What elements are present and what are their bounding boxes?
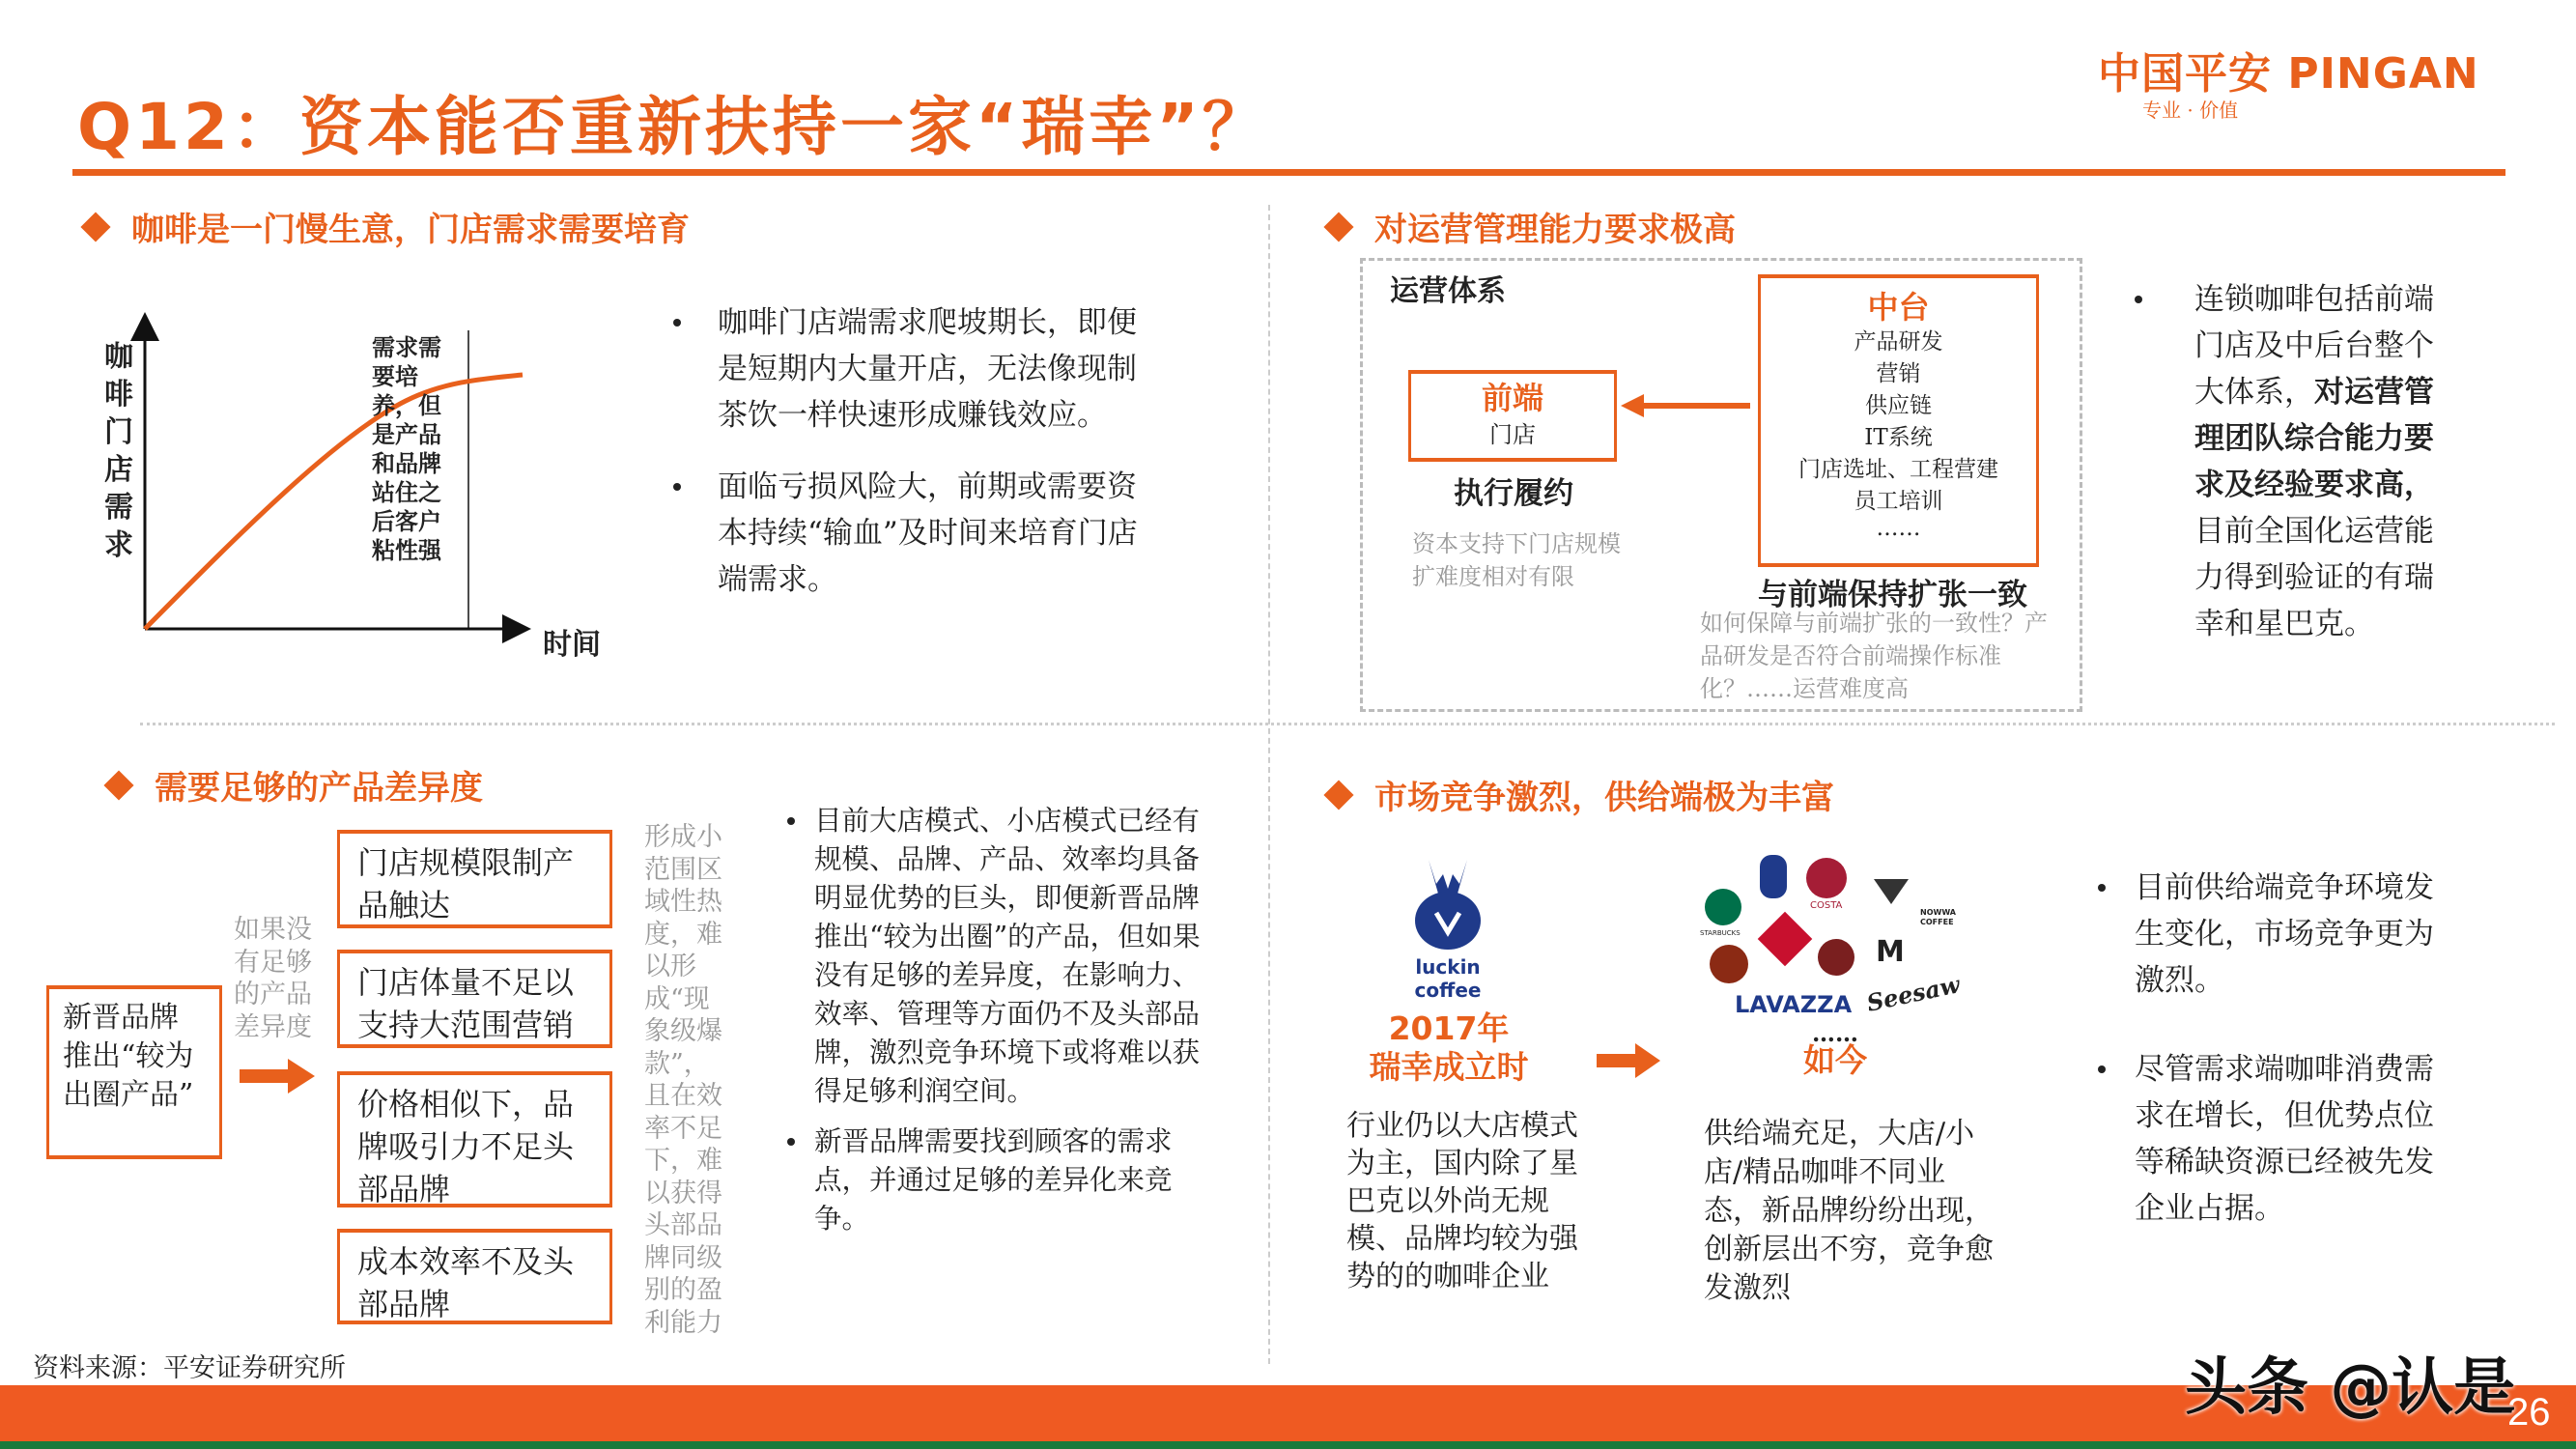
now-text: 如今 [1803,1041,1867,1079]
middle-item: 营销 [1876,361,1921,386]
front-sub: 门店 [1489,421,1536,448]
coffee-brand-logo-icon [1710,945,1748,983]
manner-logo-icon [1874,879,1909,904]
bullet-item [787,1122,1222,1238]
footer-green-line [0,1441,2576,1449]
luckin-logo [1388,855,1508,1002]
front-note: 资本支持下门店规模扩难度相对有限 [1412,530,1621,590]
middle-item: 门店选址、工程营建 [1798,457,1998,482]
pingan-logo: 中国平安 PINGAN [2098,49,2479,99]
demand-curve-diagram [97,309,541,657]
bullet-text: 面临亏损风险大，前期或需要资本持续“输血”及时间来培育门店端需求。 [718,469,1138,597]
bullet-item [673,464,1156,603]
reason-box: 门店体量不足以支持大范围营销 [337,950,612,1048]
bullet-item [787,802,1222,1111]
bullet-text-post: 目前全国化运营能力得到验证的有瑞幸和星巴克。 [2194,514,2434,641]
arrow-right-icon [1597,1043,1660,1078]
then-description: 行业仍以大店模式为主，国内除了星巴克以外尚无规模、品牌均较为强势的的咖啡企业 [1346,1109,1578,1293]
starbucks-logo-icon [1705,889,1741,925]
middle-item: …… [1876,516,1921,541]
curve-annotation: 需求需要培养，但是产品和品牌站住之后客户粘性强 [372,333,441,564]
bullet-item [673,299,1156,439]
then-sub: 瑞幸成立时 [1369,1048,1529,1086]
arrow-right-icon [240,1059,315,1094]
front-caption: 执行履约 [1454,476,1573,511]
middle-item: IT系统 [1864,425,1933,450]
bullet-text: 新晋品牌需要找到顾客的需求点，并通过足够的差异化来竞争。 [814,1125,1173,1235]
now-dots: …… [1812,1019,1858,1047]
outcome-note: 形成小范围区域性热度，难以形成“现象级爆款”，且在效率不足下，难以获得头部品牌同级别的盈利能力 [644,822,722,1338]
reason-box: 成本效率不及头部品牌 [337,1229,612,1324]
seesaw-text: Seesaw [1864,970,1963,1017]
x-axis-label: 时间 [543,628,601,662]
section-heading-text: 咖啡是一门慢生意，门店需求需要培育 [131,211,690,249]
section-heading-2 [1328,203,1736,250]
title-rule [72,169,2505,176]
vertical-divider [1268,205,1270,1364]
bullet-item [2098,1046,2436,1232]
costa-logo-icon [1806,858,1847,898]
diamond-icon [103,770,133,800]
new-brand-box: 新晋品牌推出“较为出圈产品” [46,985,222,1159]
diamond-icon [80,212,110,242]
bullet-text-bold: 对运营管理团队综合能力要求及经验要求高， [2194,375,2434,502]
starbucks-text: STARBUCKS [1700,929,1741,937]
logo-slogan: 专业 · 价值 [2142,99,2239,122]
middle-note: 如何保障与前端扩张的一致性？产品研发是否符合前端操作标准化？……运营难度高 [1700,610,2048,702]
section-heading-4 [1328,771,1834,818]
reason-box: 门店规模限制产品触达 [337,830,612,928]
section-heading-text: 需要足够的产品差异度 [155,769,483,808]
costa-text: COSTA [1810,900,1843,911]
s1-bullets [673,299,1156,603]
bullet-text: 目前供给端竞争环境发生变化，市场竞争更为激烈。 [2135,870,2434,998]
section-heading-text: 对运营管理能力要求极高 [1374,211,1736,249]
luckin-small-logo-icon [1760,855,1787,898]
middle-platform-box [1758,274,2039,567]
bullet-text: 咖啡门店端需求爬坡期长，即便是短期内大量开店，无法像现制茶饮一样快速形成赚钱效应。 [718,305,1137,433]
reason-box: 价格相似下，品牌吸引力不足头部品牌 [337,1071,612,1208]
section-heading-1 [85,203,690,250]
page-number: 26 [2507,1391,2551,1434]
s2-bullet [2135,276,2463,647]
page-title: Q12：资本能否重新扶持一家“瑞幸”？ [77,90,1270,164]
luckin-logo-text: luckin coffee [1414,955,1482,1002]
competitor-logos [1700,850,1970,1024]
now-label [1758,1019,1912,1079]
front-title: 前端 [1481,380,1543,416]
middle-item: 员工培训 [1854,489,1943,514]
bullet-text: 尽管需求端咖啡消费需求在增长，但优势点位等稀缺资源已经被先发企业占据。 [2135,1052,2434,1226]
middle-item: 产品研发 [1854,329,1943,355]
mstand-logo-icon: M [1876,935,1905,969]
nowwa-text: NOWWA COFFEE [1920,908,1956,926]
diamond-icon [1323,780,1353,810]
middle-caption: 与前端保持扩张一致 [1758,578,2027,612]
tims-logo-icon [1758,912,1813,967]
then-year: 2017年 [1388,1009,1510,1047]
bullet-text: 目前大店模式、小店模式已经有规模、品牌、产品、效率均具备明显优势的巨头，即便新晋品牌推出“较为出圈”的产品，但如果没有足够的差异度，在影响力、效率、管理等方面仍不及头部品牌，激烈竞争环境下或将难以获得足够利润空间。 [814,805,1201,1107]
lavazza-text: LAVAZZA [1735,991,1853,1018]
watermark: 头条 @认是 [2185,1352,2516,1424]
demand-curve [145,375,523,629]
horizontal-divider [140,723,2555,725]
arrow-left-icon [1619,394,1754,417]
diamond-icon [1323,212,1353,242]
system-label: 运营体系 [1390,274,1506,308]
deer-icon [1400,855,1496,952]
source-note: 资料来源：平安证券研究所 [33,1353,346,1383]
condition-note: 如果没有足够的产品差异度 [234,915,312,1042]
middle-title: 中台 [1867,289,1930,326]
now-description: 供给端充足，大店/小店/精品咖啡不同业态，新品牌纷纷出现，创新层出不穷，竞争愈发激烈 [1704,1117,1994,1305]
section-heading-text: 市场竞争激烈，供给端极为丰富 [1374,779,1834,817]
then-label [1352,1009,1545,1087]
bullet-text-pre: 连锁咖啡包括前端门店及中后台整个大体系， [2194,282,2434,410]
bullet-text [2194,276,2463,647]
coffee-brand-logo-icon [1818,939,1854,976]
y-axis-label: 咖啡门店需求 [104,340,133,562]
middle-item: 供应链 [1865,393,1932,418]
s3-bullets [787,802,1222,1238]
front-end-box [1408,370,1617,462]
bullet-item [2098,865,2436,1004]
section-heading-3 [108,761,483,809]
s4-bullets [2098,865,2436,1232]
